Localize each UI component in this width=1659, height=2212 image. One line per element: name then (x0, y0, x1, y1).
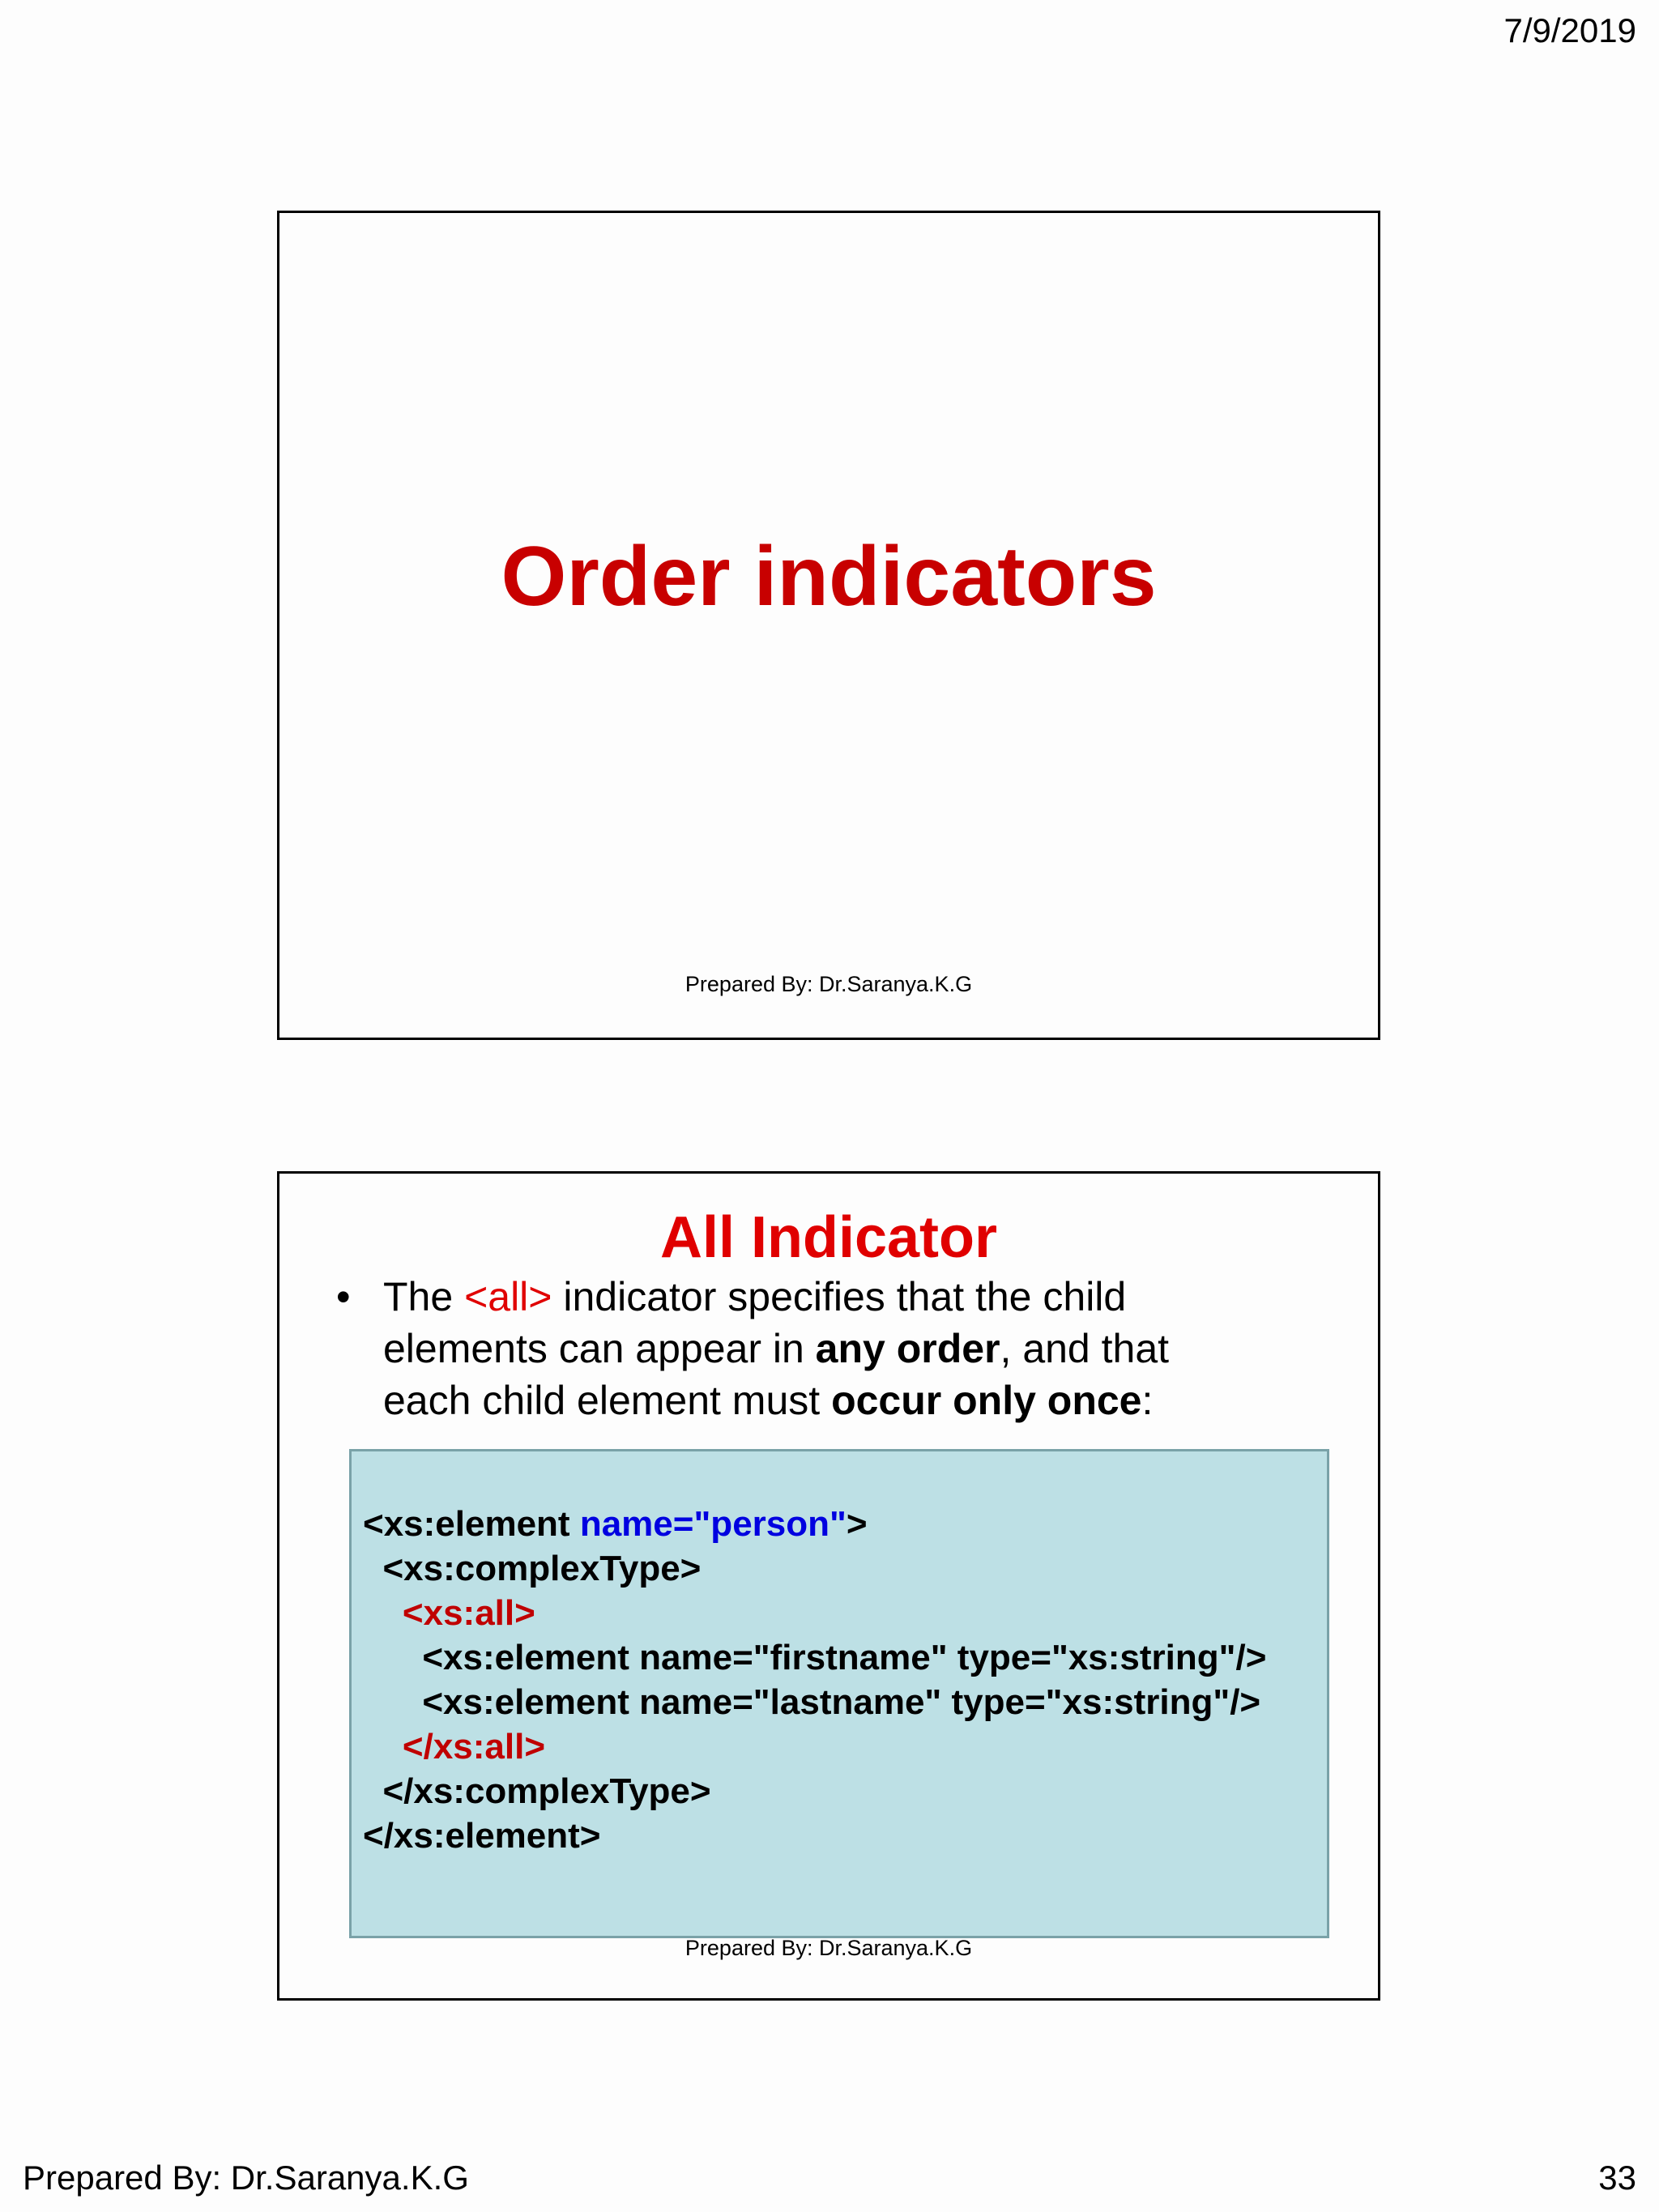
code-line-all-open: <xs:all> (363, 1593, 535, 1633)
code-sample (349, 1449, 1329, 1938)
bold-any-order: any order (815, 1326, 1000, 1371)
all-tag-highlight: <all> (464, 1274, 552, 1319)
bullet-item (336, 1271, 1268, 1426)
bullet-marker: • (336, 1274, 351, 1319)
slide-order-indicators (277, 211, 1380, 1040)
code-line: <xs:element name="firstname" type="xs:string"/> (363, 1638, 1267, 1677)
bullet-text-part: , and that each child element must (383, 1326, 1170, 1423)
bullet-text-part: indicator specifies that the child elements can appear in (383, 1274, 1127, 1371)
slide-title: All Indicator (659, 1205, 998, 1270)
bullet-text-part: : (1141, 1378, 1154, 1423)
code-line: </xs:complexType> (363, 1771, 711, 1811)
page-date: 7/9/2019 (1503, 11, 1636, 49)
bold-occur-only-once: occur only once (831, 1378, 1142, 1423)
bullet-text (383, 1271, 1268, 1426)
code-attribute: name="person" (579, 1504, 847, 1544)
code-token: > (846, 1504, 868, 1544)
bullet-text-part: The (383, 1274, 465, 1319)
code-line-all-close: </xs:all> (363, 1727, 546, 1767)
code-line (363, 1502, 1327, 1546)
slide-footer: Prepared By: Dr.Saranya.K.G (684, 972, 973, 996)
code-line: </xs:element> (363, 1816, 601, 1856)
code-token: <xs:element (363, 1504, 580, 1544)
page-number: 33 (1598, 2159, 1636, 2197)
slide-footer: Prepared By: Dr.Saranya.K.G (684, 1936, 973, 1960)
code-line: <xs:complexType> (363, 1549, 702, 1588)
code-line: <xs:element name="lastname" type="xs:string"/> (363, 1682, 1261, 1722)
page-footer-prepared-by: Prepared By: Dr.Saranya.K.G (23, 2159, 469, 2197)
slide-title: Order indicators (501, 530, 1157, 624)
slide-all-indicator (277, 1171, 1380, 2001)
